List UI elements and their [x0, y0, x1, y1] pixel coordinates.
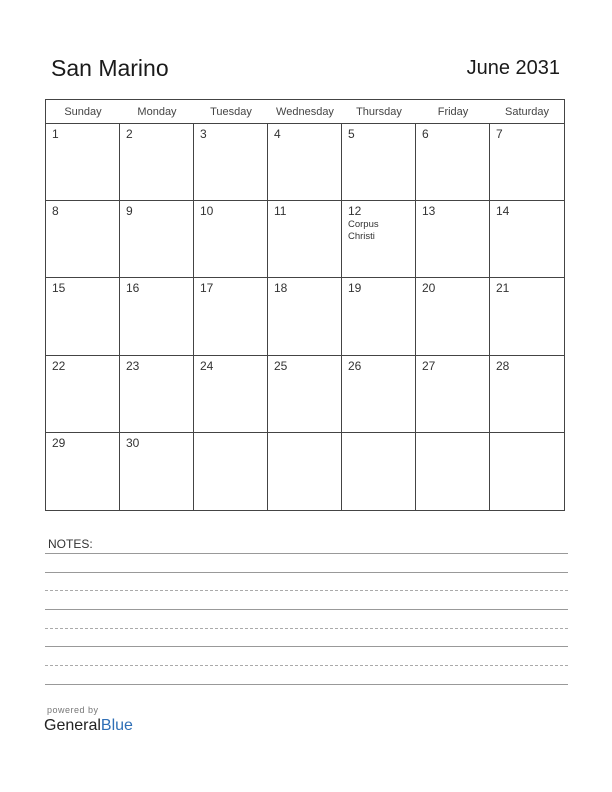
day-number: 24 — [200, 358, 214, 373]
day-number: 14 — [496, 204, 510, 219]
note-line — [45, 572, 568, 573]
day-cell — [46, 356, 120, 432]
day-number: 22 — [52, 358, 66, 373]
day-number: 16 — [126, 281, 140, 296]
weekday-tuesday: Tuesday — [210, 106, 252, 118]
day-cell — [416, 433, 490, 510]
day-number: 1 — [52, 127, 59, 141]
day-cell — [120, 356, 194, 432]
weekday-sunday: Sunday — [64, 106, 102, 118]
day-cell — [46, 201, 120, 277]
day-number: 15 — [52, 281, 66, 296]
day-cell — [46, 278, 120, 354]
day-number: 18 — [274, 281, 288, 296]
week-row — [46, 356, 564, 433]
day-number: 26 — [348, 358, 362, 373]
day-cell — [342, 356, 416, 432]
note-line — [45, 646, 568, 647]
weekday-saturday: Saturday — [504, 106, 550, 118]
day-cell — [46, 433, 120, 510]
day-number: 23 — [126, 358, 140, 373]
generalblue-logo — [44, 717, 133, 735]
weekday-friday: Friday — [437, 106, 469, 118]
day-cell — [120, 201, 194, 277]
note-line — [45, 684, 568, 685]
note-line — [45, 590, 568, 591]
day-cell — [46, 124, 120, 200]
day-cell — [268, 201, 342, 277]
day-number: 28 — [496, 358, 510, 373]
week-row — [46, 124, 564, 201]
day-cell — [416, 356, 490, 432]
country-title: San Marino — [51, 55, 169, 81]
day-cell — [120, 278, 194, 354]
day-number: 9 — [126, 204, 133, 219]
day-cell — [268, 124, 342, 200]
week-row — [46, 201, 564, 278]
day-cell — [194, 124, 268, 200]
day-cell — [342, 124, 416, 200]
brand-general: General — [44, 717, 101, 734]
day-cell — [416, 278, 490, 354]
weekday-monday: Monday — [137, 106, 177, 118]
day-number: 8 — [52, 204, 59, 219]
day-cell — [268, 433, 342, 510]
brand-blue: Blue — [100, 717, 133, 734]
day-number: 6 — [422, 127, 429, 141]
weekday-header-row — [46, 100, 564, 124]
day-cell — [120, 433, 194, 510]
day-cell — [490, 124, 564, 200]
day-number: 17 — [200, 281, 214, 296]
day-cell — [416, 201, 490, 277]
day-cell — [194, 356, 268, 432]
day-number: 30 — [126, 435, 140, 450]
day-number: 29 — [52, 435, 66, 450]
day-number: 12 — [348, 204, 362, 219]
note-line — [45, 553, 568, 554]
notes-label: NOTES: — [48, 537, 93, 551]
day-cell — [342, 433, 416, 510]
day-cell — [342, 278, 416, 354]
month-title: June 2031 — [466, 57, 560, 79]
calendar-grid — [45, 99, 565, 511]
day-cell — [490, 356, 564, 432]
day-cell — [268, 356, 342, 432]
weekday-wednesday: Wednesday — [276, 106, 334, 118]
day-number: 13 — [422, 204, 436, 219]
day-number: 5 — [348, 127, 355, 141]
day-number: 10 — [200, 204, 214, 219]
calendar-weeks — [46, 124, 564, 510]
day-number: 3 — [200, 127, 207, 141]
day-cell — [416, 124, 490, 200]
day-number: 11 — [274, 204, 287, 219]
note-line — [45, 609, 568, 610]
day-cell — [490, 278, 564, 354]
day-cell — [490, 433, 564, 510]
day-number: 19 — [348, 281, 362, 296]
week-row — [46, 278, 564, 355]
day-number: 7 — [496, 127, 503, 141]
day-number: 21 — [496, 281, 510, 296]
weekday-thursday: Thursday — [356, 106, 402, 118]
day-number: 25 — [274, 358, 288, 373]
day-cell — [490, 201, 564, 277]
day-number: 20 — [422, 281, 436, 296]
day-number: 2 — [126, 127, 133, 141]
note-line — [45, 665, 568, 666]
powered-by-text: powered by — [47, 705, 99, 715]
day-cell — [194, 433, 268, 510]
day-number: 27 — [422, 358, 436, 373]
day-cell — [342, 201, 416, 277]
day-number: 4 — [274, 127, 281, 141]
note-line — [45, 628, 568, 629]
week-row — [46, 433, 564, 510]
day-cell — [194, 201, 268, 277]
holiday-label: Corpus Christi — [348, 219, 379, 243]
day-cell — [268, 278, 342, 354]
day-cell — [194, 278, 268, 354]
day-cell — [120, 124, 194, 200]
